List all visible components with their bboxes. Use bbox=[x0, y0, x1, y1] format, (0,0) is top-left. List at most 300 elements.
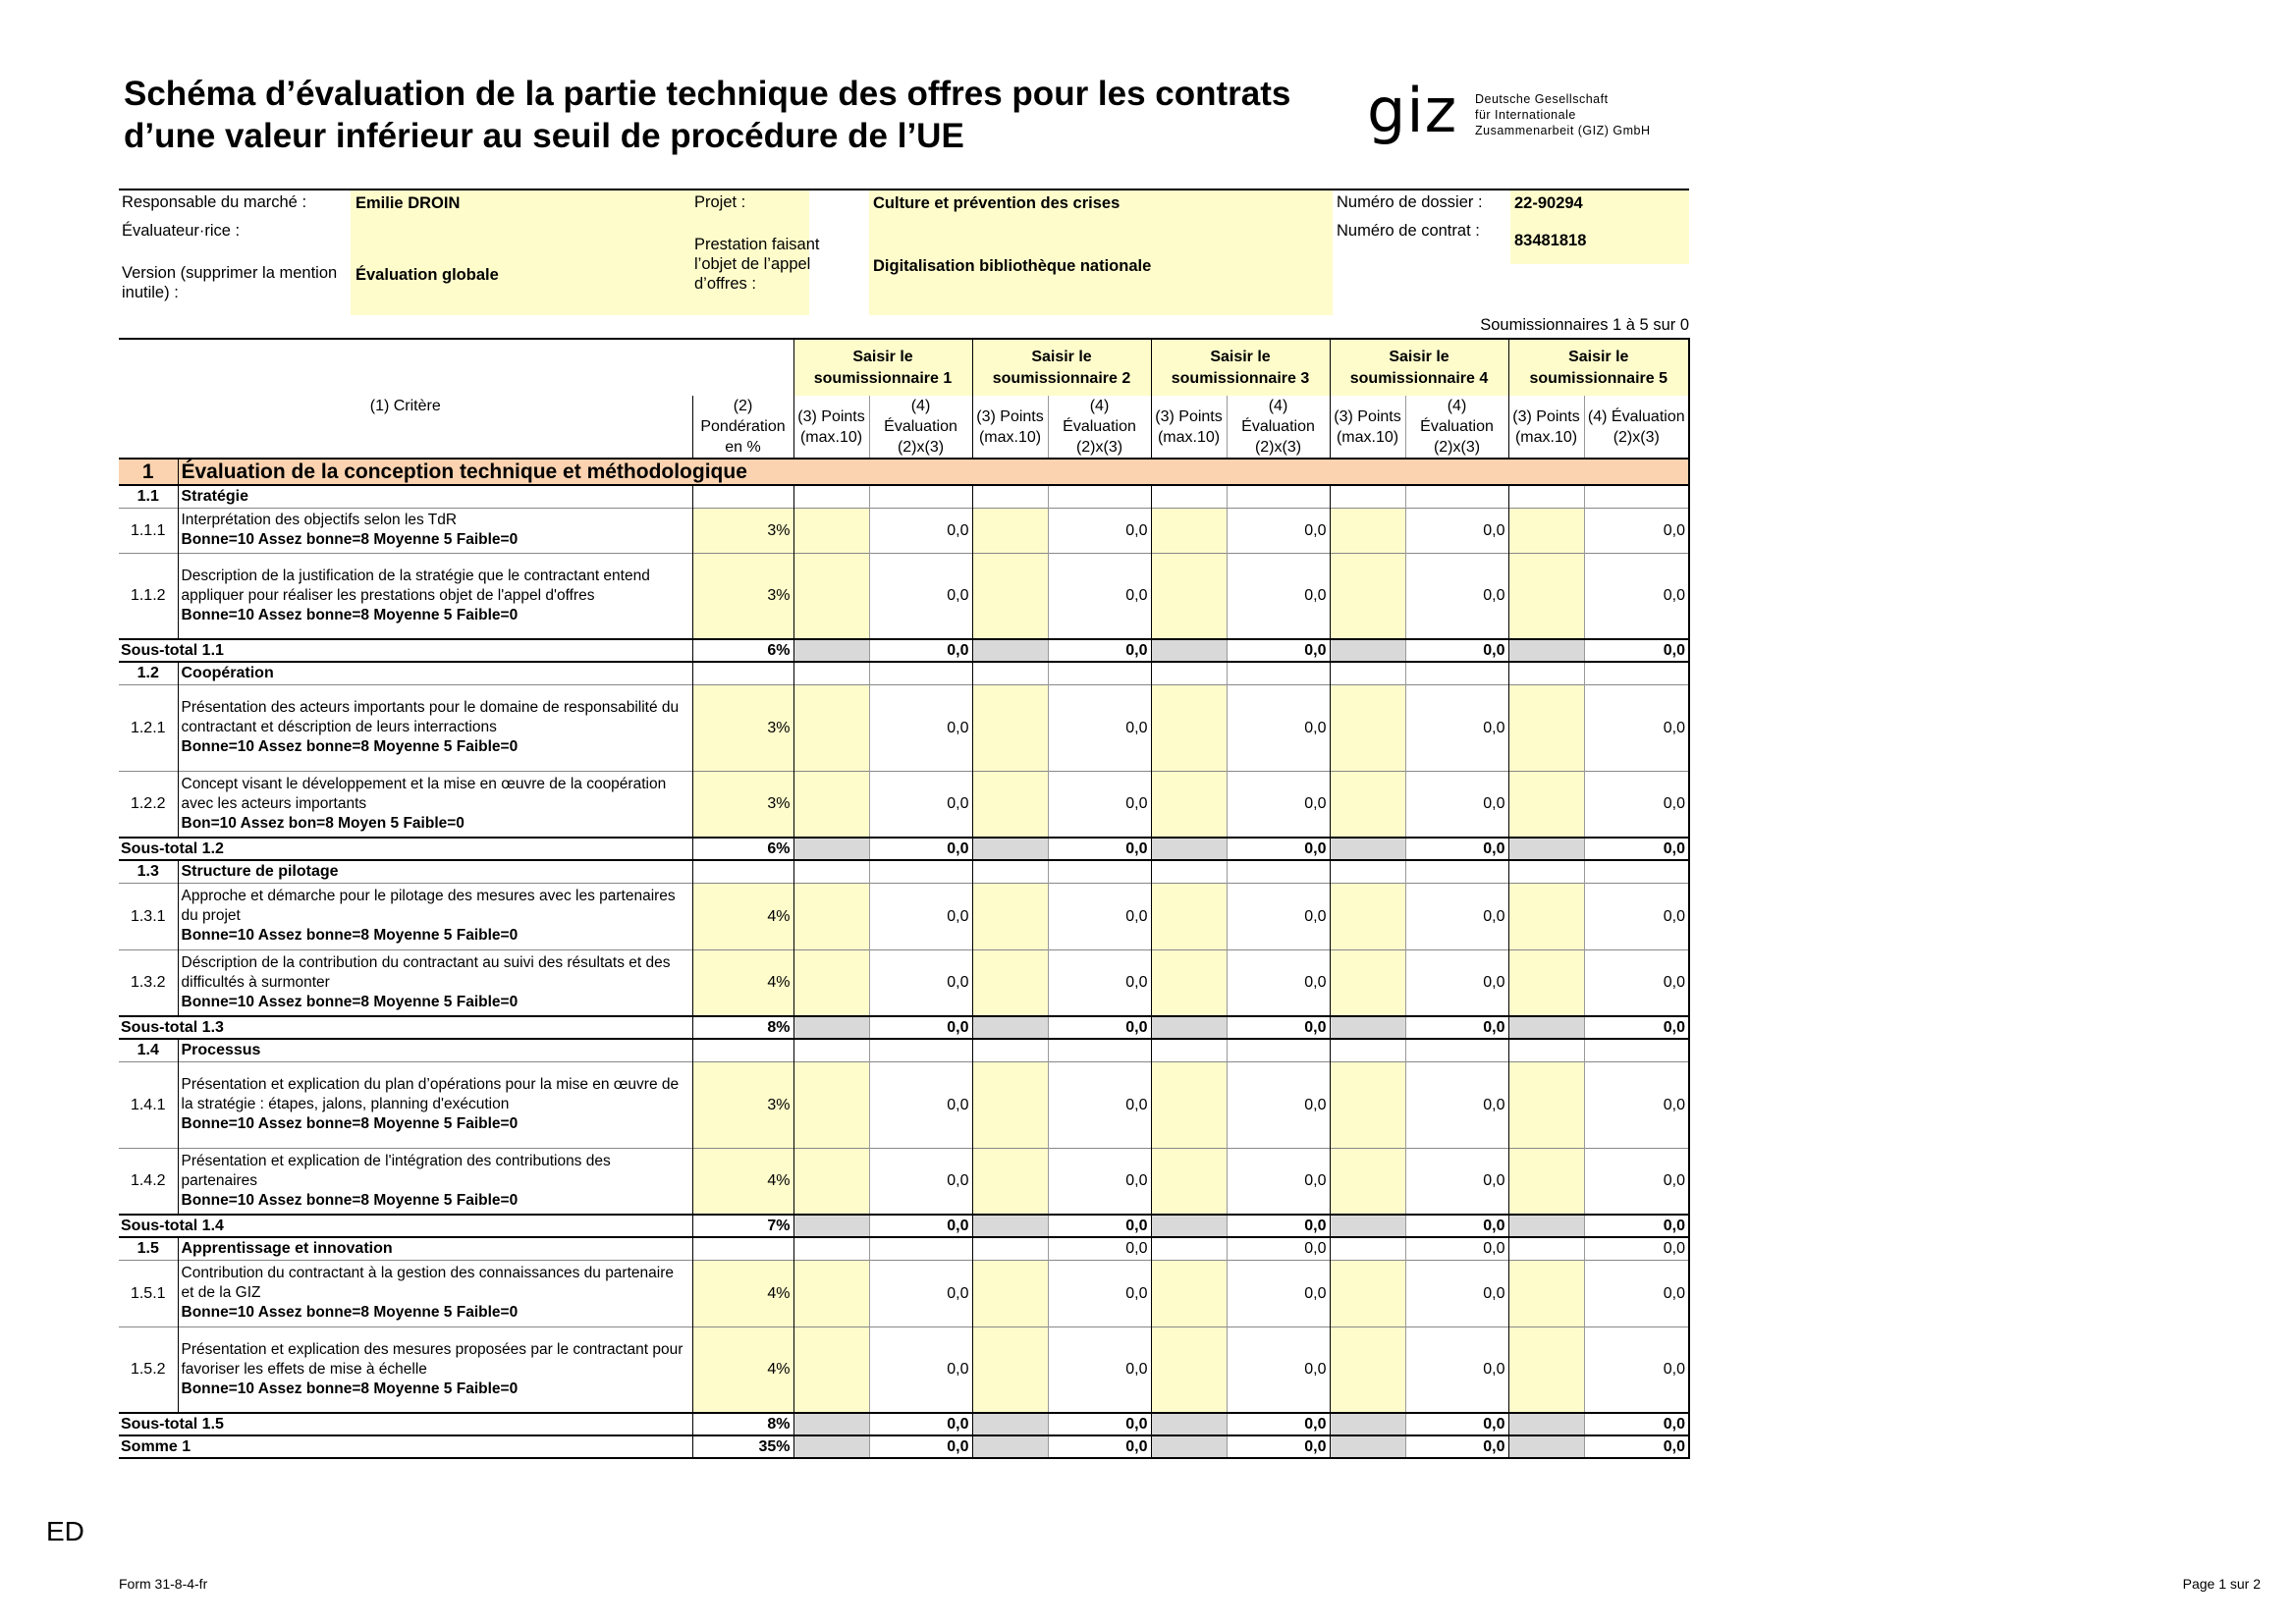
evaluation-column-header: (4) Évaluation (2)x(3) bbox=[1227, 396, 1330, 459]
criterion-number: 1.3.2 bbox=[119, 949, 178, 1016]
points-cell bbox=[1151, 662, 1227, 684]
weight-cell: 3% bbox=[692, 553, 793, 639]
points-cell bbox=[1508, 1016, 1584, 1039]
subsection-row bbox=[119, 662, 1689, 684]
points-input[interactable] bbox=[1330, 1148, 1405, 1215]
subtotal-weight: 35% bbox=[692, 1435, 793, 1458]
subtotal-weight: 6% bbox=[692, 838, 793, 860]
points-cell bbox=[793, 485, 869, 508]
points-cell bbox=[1330, 1016, 1405, 1039]
points-cell bbox=[1508, 662, 1584, 684]
points-cell bbox=[1151, 1039, 1227, 1061]
subtotal-label: Sous-total 1.1 bbox=[119, 639, 692, 662]
points-cell bbox=[1330, 838, 1405, 860]
points-cell bbox=[1330, 1215, 1405, 1237]
points-cell bbox=[972, 1039, 1048, 1061]
section-title: Évaluation de la conception technique et méthodologique bbox=[178, 459, 1689, 485]
points-input[interactable] bbox=[972, 1148, 1048, 1215]
evaluation-value bbox=[869, 485, 972, 508]
subsection-title: Processus bbox=[178, 1039, 692, 1061]
subtotal-evaluation: 0,0 bbox=[1227, 1016, 1330, 1039]
subtotal-evaluation: 0,0 bbox=[869, 1413, 972, 1435]
points-input[interactable] bbox=[1151, 1326, 1227, 1413]
subtotal-row bbox=[119, 639, 1689, 662]
subsection-row bbox=[119, 1237, 1689, 1260]
evaluation-value: 0,0 bbox=[1227, 1326, 1330, 1413]
points-input[interactable] bbox=[972, 1260, 1048, 1326]
criterion-row bbox=[119, 771, 1689, 838]
criterion-row bbox=[119, 949, 1689, 1016]
evaluation-value: 0,0 bbox=[869, 684, 972, 771]
points-cell bbox=[972, 485, 1048, 508]
points-cell bbox=[1508, 485, 1584, 508]
points-input[interactable] bbox=[1330, 883, 1405, 949]
points-cell bbox=[793, 662, 869, 684]
weight-cell bbox=[692, 1039, 793, 1061]
evaluation-value: 0,0 bbox=[1227, 508, 1330, 553]
points-column-header: (3) Points (max.10) bbox=[1151, 396, 1227, 459]
scoring-scale: Bonne=10 Assez bonne=8 Moyenne 5 Faible=0 bbox=[181, 738, 519, 755]
subtotal-label: Sous-total 1.4 bbox=[119, 1215, 692, 1237]
bidder-5-header[interactable]: Saisir le soumissionnaire 5 bbox=[1508, 339, 1689, 396]
criterion-number: 1.4.1 bbox=[119, 1061, 178, 1148]
points-cell bbox=[972, 1016, 1048, 1039]
points-input[interactable] bbox=[1508, 508, 1584, 553]
criterion-text bbox=[178, 1148, 692, 1215]
points-cell bbox=[1330, 662, 1405, 684]
points-cell bbox=[1330, 860, 1405, 883]
bidder-4-header[interactable]: Saisir le soumissionnaire 4 bbox=[1330, 339, 1508, 396]
evaluation-value: 0,0 bbox=[1227, 1260, 1330, 1326]
giz-logo-mark: giz bbox=[1367, 75, 1458, 146]
weight-cell bbox=[692, 1237, 793, 1260]
points-cell bbox=[793, 1413, 869, 1435]
page-number: Page 1 sur 2 bbox=[2182, 1576, 2261, 1592]
evaluation-value bbox=[1227, 860, 1330, 883]
points-cell bbox=[972, 662, 1048, 684]
points-input[interactable] bbox=[1508, 883, 1584, 949]
criterion-number: 1.5.2 bbox=[119, 1326, 178, 1413]
points-cell bbox=[793, 639, 869, 662]
scoring-scale: Bonne=10 Assez bonne=8 Moyenne 5 Faible=0 bbox=[181, 1304, 519, 1321]
points-input[interactable] bbox=[793, 1061, 869, 1148]
weight-cell bbox=[692, 485, 793, 508]
section-number: 1 bbox=[119, 459, 178, 485]
evaluation-value bbox=[1227, 485, 1330, 508]
evaluation-value: 0,0 bbox=[869, 771, 972, 838]
responsable-value: Emilie DROIN bbox=[355, 194, 461, 212]
evaluation-value: 0,0 bbox=[1584, 1260, 1689, 1326]
subsection-title: Stratégie bbox=[178, 485, 692, 508]
evaluation-value: 0,0 bbox=[869, 1061, 972, 1148]
points-input[interactable] bbox=[1151, 1260, 1227, 1326]
evaluation-value: 0,0 bbox=[1584, 508, 1689, 553]
criterion-row bbox=[119, 553, 1689, 639]
version-label: Version (supprimer la mention inutile) : bbox=[122, 264, 338, 301]
points-column-header: (3) Points (max.10) bbox=[972, 396, 1048, 459]
points-cell bbox=[793, 1435, 869, 1458]
subtotal-evaluation: 0,0 bbox=[1405, 838, 1508, 860]
evaluation-value bbox=[1584, 485, 1689, 508]
criterion-row bbox=[119, 1061, 1689, 1148]
subtotal-evaluation: 0,0 bbox=[1405, 1435, 1508, 1458]
evaluation-value: 0,0 bbox=[869, 883, 972, 949]
criterion-row bbox=[119, 684, 1689, 771]
subtotal-evaluation: 0,0 bbox=[869, 639, 972, 662]
subtotal-evaluation: 0,0 bbox=[869, 1016, 972, 1039]
scoring-scale: Bonne=10 Assez bonne=8 Moyenne 5 Faible=0 bbox=[181, 531, 519, 548]
criterion-number: 1.4.2 bbox=[119, 1148, 178, 1215]
points-input[interactable] bbox=[972, 1061, 1048, 1148]
version-value: Évaluation globale bbox=[355, 266, 499, 284]
scoring-scale: Bonne=10 Assez bonne=8 Moyenne 5 Faible=0 bbox=[181, 993, 519, 1010]
evaluation-value: 0,0 bbox=[1405, 949, 1508, 1016]
weight-cell: 3% bbox=[692, 1061, 793, 1148]
points-input[interactable] bbox=[1508, 1326, 1584, 1413]
points-input[interactable] bbox=[1330, 684, 1405, 771]
evaluation-value: 0,0 bbox=[1048, 1237, 1151, 1260]
subtotal-label: Sous-total 1.3 bbox=[119, 1016, 692, 1039]
subtotal-evaluation: 0,0 bbox=[1405, 639, 1508, 662]
subtotal-row bbox=[119, 1215, 1689, 1237]
points-cell bbox=[1330, 1039, 1405, 1061]
evaluation-value: 0,0 bbox=[1405, 771, 1508, 838]
points-input[interactable] bbox=[793, 1326, 869, 1413]
scoring-scale: Bon=10 Assez bon=8 Moyen 5 Faible=0 bbox=[181, 814, 465, 832]
evaluation-value: 0,0 bbox=[1048, 1061, 1151, 1148]
subtotal-evaluation: 0,0 bbox=[1584, 1435, 1689, 1458]
points-cell bbox=[1151, 1237, 1227, 1260]
weight-cell: 4% bbox=[692, 1260, 793, 1326]
subtotal-evaluation: 0,0 bbox=[1227, 639, 1330, 662]
subsection-number: 1.3 bbox=[119, 860, 178, 883]
points-input[interactable] bbox=[793, 553, 869, 639]
giz-logo-text: Deutsche Gesellschaft für Internationale Zusammenarbeit (GIZ) GmbH bbox=[1475, 92, 1651, 137]
points-cell bbox=[1151, 485, 1227, 508]
criterion-number: 1.1.1 bbox=[119, 508, 178, 553]
points-input[interactable] bbox=[1151, 684, 1227, 771]
points-cell bbox=[1508, 1413, 1584, 1435]
prestation-label: Prestation faisant l’objet de l’appel d’offres : bbox=[694, 236, 820, 293]
points-cell bbox=[1508, 1039, 1584, 1061]
evaluation-table bbox=[119, 338, 1690, 1459]
points-input[interactable] bbox=[1330, 508, 1405, 553]
criterion-description: Déscription de la contribution du contractant au suivi des résultats et des difficultés à surmonter bbox=[181, 953, 671, 991]
subsection-row bbox=[119, 1039, 1689, 1061]
subtotal-evaluation: 0,0 bbox=[869, 1215, 972, 1237]
evaluation-value: 0,0 bbox=[869, 1326, 972, 1413]
evaluation-column-header: (4) Évaluation (2)x(3) bbox=[1584, 396, 1689, 459]
criterion-description: Description de la justification de la stratégie que le contractant entend appliquer pour réaliser les prestations objet de l'appel d'offres bbox=[181, 567, 650, 604]
evaluation-value: 0,0 bbox=[1227, 1148, 1330, 1215]
points-input[interactable] bbox=[1508, 553, 1584, 639]
points-input[interactable] bbox=[793, 1260, 869, 1326]
subsection-number: 1.5 bbox=[119, 1237, 178, 1260]
subtotal-evaluation: 0,0 bbox=[869, 838, 972, 860]
evaluation-value: 0,0 bbox=[1405, 1061, 1508, 1148]
evaluation-value: 0,0 bbox=[1584, 1326, 1689, 1413]
evaluation-value bbox=[1048, 860, 1151, 883]
points-cell bbox=[793, 1215, 869, 1237]
points-input[interactable] bbox=[793, 1148, 869, 1215]
evaluation-value bbox=[1405, 1039, 1508, 1061]
criterion-number: 1.5.1 bbox=[119, 1260, 178, 1326]
points-cell bbox=[972, 1413, 1048, 1435]
subtotal-row bbox=[119, 1016, 1689, 1039]
evaluation-value: 0,0 bbox=[1048, 508, 1151, 553]
evaluation-value: 0,0 bbox=[1584, 1237, 1689, 1260]
bidder-1-header[interactable]: Saisir le soumissionnaire 1 bbox=[793, 339, 972, 396]
evaluation-value bbox=[1405, 662, 1508, 684]
points-input[interactable] bbox=[1508, 1260, 1584, 1326]
points-cell bbox=[793, 1016, 869, 1039]
points-input[interactable] bbox=[1151, 553, 1227, 639]
subsection-number: 1.1 bbox=[119, 485, 178, 508]
points-cell bbox=[972, 1435, 1048, 1458]
subtotal-evaluation: 0,0 bbox=[1227, 838, 1330, 860]
subtotal-evaluation: 0,0 bbox=[1405, 1016, 1508, 1039]
points-input[interactable] bbox=[1508, 771, 1584, 838]
points-cell bbox=[1330, 1435, 1405, 1458]
evaluation-value: 0,0 bbox=[1048, 771, 1151, 838]
points-cell bbox=[1508, 838, 1584, 860]
evaluation-value: 0,0 bbox=[1405, 508, 1508, 553]
dossier-value: 22-90294 bbox=[1514, 194, 1583, 212]
scoring-scale: Bonne=10 Assez bonne=8 Moyenne 5 Faible=0 bbox=[181, 1191, 519, 1209]
points-input[interactable] bbox=[1330, 1326, 1405, 1413]
criterion-number: 1.1.2 bbox=[119, 553, 178, 639]
points-input[interactable] bbox=[972, 684, 1048, 771]
points-cell bbox=[972, 1237, 1048, 1260]
subtotal-evaluation: 0,0 bbox=[1227, 1413, 1330, 1435]
points-input[interactable] bbox=[1508, 1061, 1584, 1148]
weight-cell: 4% bbox=[692, 1326, 793, 1413]
points-cell bbox=[793, 860, 869, 883]
points-input[interactable] bbox=[1330, 1061, 1405, 1148]
subtotal-evaluation: 0,0 bbox=[869, 1435, 972, 1458]
evaluation-value: 0,0 bbox=[1048, 1326, 1151, 1413]
evaluation-value: 0,0 bbox=[869, 949, 972, 1016]
section-row bbox=[119, 459, 1689, 485]
critere-column-header: (1) Critère bbox=[369, 398, 441, 414]
criterion-row bbox=[119, 1326, 1689, 1413]
prestation-value: Digitalisation bibliothèque nationale bbox=[873, 257, 1152, 275]
points-input[interactable] bbox=[793, 949, 869, 1016]
points-input[interactable] bbox=[1151, 508, 1227, 553]
points-cell bbox=[1151, 1435, 1227, 1458]
subtotal-evaluation: 0,0 bbox=[1048, 639, 1151, 662]
projet-value: Culture et prévention des crises bbox=[873, 194, 1121, 212]
points-cell bbox=[1508, 860, 1584, 883]
criterion-text bbox=[178, 553, 692, 639]
subtotal-evaluation: 0,0 bbox=[1048, 1435, 1151, 1458]
subtotal-label: Somme 1 bbox=[119, 1435, 692, 1458]
evaluation-value: 0,0 bbox=[1584, 684, 1689, 771]
subtotal-weight: 8% bbox=[692, 1413, 793, 1435]
evaluation-value bbox=[1405, 485, 1508, 508]
weight-cell: 4% bbox=[692, 883, 793, 949]
evaluation-value: 0,0 bbox=[1405, 1237, 1508, 1260]
points-input[interactable] bbox=[1151, 883, 1227, 949]
points-input[interactable] bbox=[1151, 1148, 1227, 1215]
weight-cell bbox=[692, 662, 793, 684]
projet-label: Projet : bbox=[694, 193, 746, 211]
criterion-text bbox=[178, 684, 692, 771]
points-input[interactable] bbox=[1330, 1260, 1405, 1326]
evaluation-value bbox=[1048, 662, 1151, 684]
points-input[interactable] bbox=[793, 684, 869, 771]
page-title: Schéma d’évaluation de la partie technique des offres pour les contrats d’une valeur inférieur au seuil de procédure de l’UE bbox=[124, 75, 1291, 155]
evaluation-value: 0,0 bbox=[1405, 553, 1508, 639]
subtotal-evaluation: 0,0 bbox=[1584, 639, 1689, 662]
subtotal-row bbox=[119, 1435, 1689, 1458]
evaluation-value bbox=[869, 860, 972, 883]
subsection-title: Coopération bbox=[178, 662, 692, 684]
subsection-row bbox=[119, 860, 1689, 883]
criterion-description: Présentation et explication du plan d’opérations pour la mise en œuvre de la stratégie : étapes, jalons, planning d'exécution bbox=[181, 1076, 680, 1112]
weight-cell: 4% bbox=[692, 949, 793, 1016]
evaluation-value: 0,0 bbox=[1405, 684, 1508, 771]
ed-mark: ED bbox=[46, 1516, 84, 1546]
points-cell bbox=[1508, 1435, 1584, 1458]
evaluation-value: 0,0 bbox=[1227, 771, 1330, 838]
points-cell bbox=[1151, 1215, 1227, 1237]
evaluation-value bbox=[1048, 485, 1151, 508]
points-input[interactable] bbox=[1151, 1061, 1227, 1148]
evaluation-value: 0,0 bbox=[1227, 553, 1330, 639]
points-input[interactable] bbox=[1508, 684, 1584, 771]
points-input[interactable] bbox=[1330, 949, 1405, 1016]
evaluation-value: 0,0 bbox=[1584, 949, 1689, 1016]
subtotal-label: Sous-total 1.5 bbox=[119, 1413, 692, 1435]
evaluation-value: 0,0 bbox=[1227, 1061, 1330, 1148]
points-cell bbox=[793, 1237, 869, 1260]
points-cell bbox=[1508, 1237, 1584, 1260]
bidder-2-header[interactable]: Saisir le soumissionnaire 2 bbox=[972, 339, 1151, 396]
points-cell bbox=[793, 838, 869, 860]
evaluation-value: 0,0 bbox=[1227, 883, 1330, 949]
evaluation-value: 0,0 bbox=[1584, 771, 1689, 838]
points-input[interactable] bbox=[972, 1326, 1048, 1413]
subsection-number: 1.4 bbox=[119, 1039, 178, 1061]
weight-cell: 4% bbox=[692, 1148, 793, 1215]
evaluation-value bbox=[1227, 1039, 1330, 1061]
points-input[interactable] bbox=[972, 883, 1048, 949]
points-column-header: (3) Points (max.10) bbox=[793, 396, 869, 459]
criterion-number: 1.3.1 bbox=[119, 883, 178, 949]
subtotal-evaluation: 0,0 bbox=[1584, 1413, 1689, 1435]
evaluation-column-header: (4) Évaluation (2)x(3) bbox=[1405, 396, 1508, 459]
points-input[interactable] bbox=[972, 771, 1048, 838]
contrat-label: Numéro de contrat : bbox=[1337, 222, 1480, 240]
evaluation-value bbox=[1584, 1039, 1689, 1061]
subtotal-weight: 8% bbox=[692, 1016, 793, 1039]
contrat-value: 83481818 bbox=[1514, 232, 1587, 249]
dossier-label: Numéro de dossier : bbox=[1337, 193, 1483, 211]
evaluation-value: 0,0 bbox=[1048, 553, 1151, 639]
points-cell bbox=[1508, 639, 1584, 662]
form-number: Form 31-8-4-fr bbox=[119, 1576, 208, 1592]
subsection-title: Structure de pilotage bbox=[178, 860, 692, 883]
evaluation-value: 0,0 bbox=[1405, 1260, 1508, 1326]
points-input[interactable] bbox=[1508, 949, 1584, 1016]
points-cell bbox=[1330, 1413, 1405, 1435]
subtotal-evaluation: 0,0 bbox=[1048, 1215, 1151, 1237]
points-column-header: (3) Points (max.10) bbox=[1508, 396, 1584, 459]
points-input[interactable] bbox=[1508, 1148, 1584, 1215]
points-input[interactable] bbox=[1151, 771, 1227, 838]
evaluation-value: 0,0 bbox=[1227, 1237, 1330, 1260]
subsection-number: 1.2 bbox=[119, 662, 178, 684]
evaluation-value bbox=[869, 1039, 972, 1061]
points-cell bbox=[1151, 1016, 1227, 1039]
evaluation-value: 0,0 bbox=[1584, 883, 1689, 949]
subtotal-label: Sous-total 1.2 bbox=[119, 838, 692, 860]
criterion-row bbox=[119, 883, 1689, 949]
points-cell bbox=[793, 1039, 869, 1061]
points-cell bbox=[972, 1215, 1048, 1237]
subtotal-weight: 6% bbox=[692, 639, 793, 662]
evaluation-column-header: (4) Évaluation (2)x(3) bbox=[869, 396, 972, 459]
weight-cell: 3% bbox=[692, 508, 793, 553]
points-input[interactable] bbox=[793, 508, 869, 553]
points-input[interactable] bbox=[793, 883, 869, 949]
points-input[interactable] bbox=[1330, 553, 1405, 639]
bidder-count: Soumissionnaires 1 à 5 sur 0 bbox=[1480, 316, 1689, 334]
points-cell bbox=[1508, 1215, 1584, 1237]
evaluation-value: 0,0 bbox=[1405, 883, 1508, 949]
criterion-row bbox=[119, 508, 1689, 553]
evaluation-value: 0,0 bbox=[1227, 684, 1330, 771]
evaluation-value: 0,0 bbox=[869, 1260, 972, 1326]
criterion-description: Concept visant le développement et la mise en œuvre de la coopération avec les acteurs importants bbox=[181, 775, 667, 812]
evaluation-value bbox=[1048, 1039, 1151, 1061]
points-cell bbox=[1151, 1413, 1227, 1435]
subtotal-weight: 7% bbox=[692, 1215, 793, 1237]
evaluation-value: 0,0 bbox=[1048, 1260, 1151, 1326]
points-input[interactable] bbox=[972, 949, 1048, 1016]
points-input[interactable] bbox=[1330, 771, 1405, 838]
subsection-row bbox=[119, 485, 1689, 508]
evaluation-value bbox=[1405, 860, 1508, 883]
criterion-text bbox=[178, 1260, 692, 1326]
points-input[interactable] bbox=[972, 508, 1048, 553]
subtotal-evaluation: 0,0 bbox=[1584, 1016, 1689, 1039]
points-input[interactable] bbox=[1151, 949, 1227, 1016]
evaluation-value: 0,0 bbox=[1405, 1326, 1508, 1413]
criterion-description: Présentation des acteurs importants pour le domaine de responsabilité du contractant et déscription de leurs interractions bbox=[181, 699, 680, 735]
points-cell bbox=[1330, 639, 1405, 662]
evaluation-value bbox=[1227, 662, 1330, 684]
points-cell bbox=[1151, 639, 1227, 662]
points-cell bbox=[1330, 485, 1405, 508]
points-input[interactable] bbox=[972, 553, 1048, 639]
evaluation-value: 0,0 bbox=[1584, 1148, 1689, 1215]
points-column-header: (3) Points (max.10) bbox=[1330, 396, 1405, 459]
criterion-text bbox=[178, 1061, 692, 1148]
points-input[interactable] bbox=[793, 771, 869, 838]
criterion-number: 1.2.2 bbox=[119, 771, 178, 838]
evaluation-value: 0,0 bbox=[1048, 883, 1151, 949]
points-cell bbox=[1330, 1237, 1405, 1260]
subtotal-evaluation: 0,0 bbox=[1584, 838, 1689, 860]
subtotal-evaluation: 0,0 bbox=[1227, 1215, 1330, 1237]
bidder-3-header[interactable]: Saisir le soumissionnaire 3 bbox=[1151, 339, 1330, 396]
evaluation-value: 0,0 bbox=[869, 553, 972, 639]
weight-cell bbox=[692, 860, 793, 883]
scoring-scale: Bonne=10 Assez bonne=8 Moyenne 5 Faible=0 bbox=[181, 927, 519, 944]
subsection-title: Apprentissage et innovation bbox=[178, 1237, 692, 1260]
